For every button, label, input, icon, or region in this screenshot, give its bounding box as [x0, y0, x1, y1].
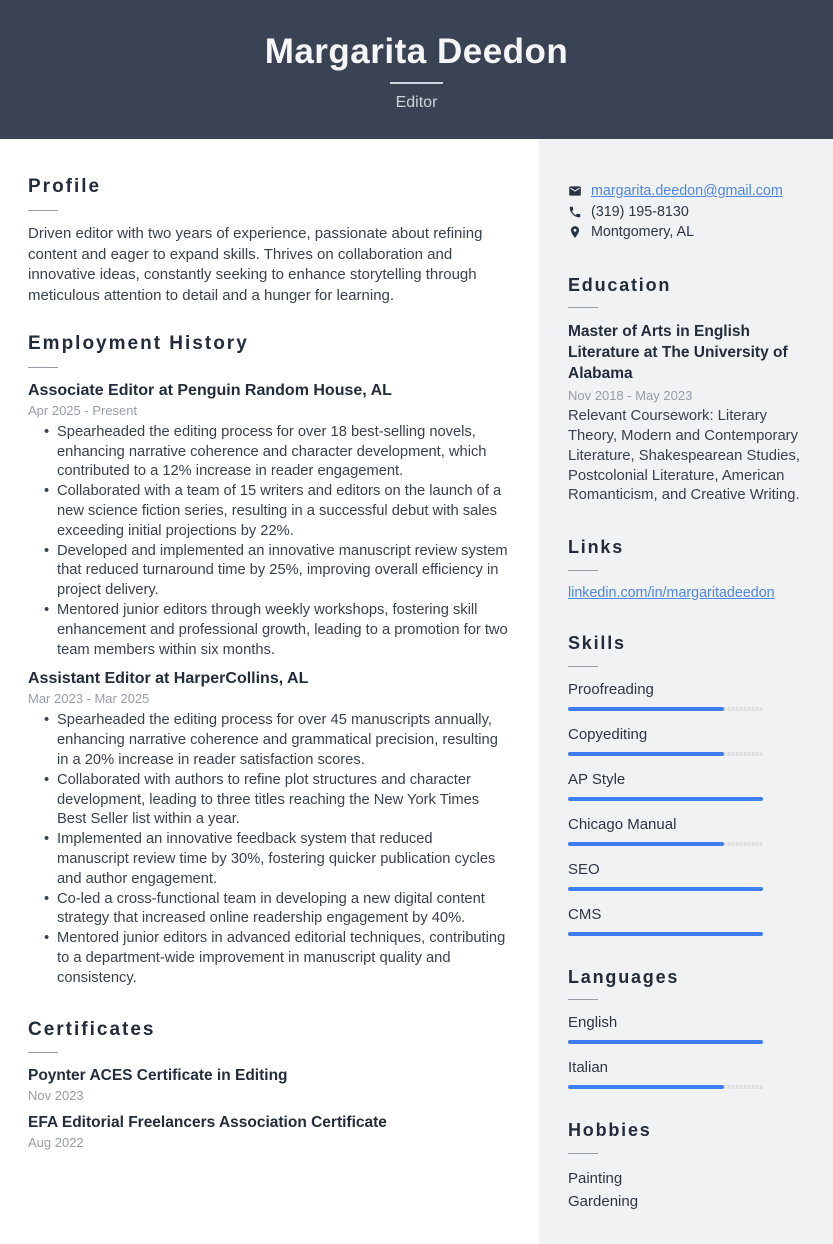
language-label: English — [568, 1014, 618, 1032]
skill-bar — [568, 932, 763, 936]
skill-bar — [568, 887, 763, 891]
job-bullet: • Collaborated with authors to refine plot structures and character development, leading to three titles reaching the New York Times Best Seller list within a year. — [28, 771, 508, 830]
job-bullet: • Mentored junior editors through weekly workshops, fostering skill enhancement and professional growth, leading to a promotion for two team members within six months. — [28, 601, 508, 660]
section-divider — [28, 367, 58, 368]
language-bar-fill — [568, 1085, 724, 1089]
job-bullet-list — [28, 711, 508, 988]
phone-number: (319) 195-8130 — [591, 203, 689, 220]
job-entry — [28, 669, 508, 988]
skill-bar — [568, 752, 763, 756]
job-entry — [28, 381, 508, 661]
section-divider — [28, 210, 58, 211]
skill-bar-fill — [568, 797, 763, 801]
contact-block — [568, 181, 806, 243]
email-link[interactable]: margarita.deedon@gmail.com — [591, 183, 783, 199]
job-bullet: • Mentored junior editors in advanced editorial techniques, contributing to a department-wide improvement in manuscript quality and consistency. — [28, 929, 508, 988]
links-section — [568, 537, 806, 602]
skill-label: CMS — [568, 905, 602, 923]
hobby-item: Gardening — [568, 1192, 639, 1210]
job-bullet: • Spearheaded the editing process for over 45 manuscripts annually, enhancing narrative coherence and grammatical precision, resulting in a 20% increase in reader satisfaction scores. — [28, 711, 508, 770]
section-divider — [568, 999, 598, 1000]
mail-icon — [568, 184, 582, 198]
section-divider — [568, 666, 598, 667]
job-bullet: • Developed and implemented an innovative manuscript review system that reduced turnaround time by 25%, improving overall efficiency in project delivery. — [28, 542, 508, 601]
location-text: Montgomery, AL — [591, 224, 695, 240]
skill-bar — [568, 842, 763, 846]
employment-heading: Employment History — [28, 333, 249, 355]
sidebar — [539, 139, 833, 1244]
skill-item — [568, 725, 806, 756]
skill-bar — [568, 797, 763, 801]
skill-label: AP Style — [568, 770, 626, 788]
skills-section — [568, 633, 806, 936]
certificates-heading: Certificates — [28, 1018, 156, 1040]
main-column — [0, 139, 539, 1244]
linkedin-link[interactable]: linkedin.com/in/margaritadeedon — [568, 584, 775, 601]
candidate-name: Margarita Deedon — [264, 32, 569, 71]
profile-text: Driven editor with two years of experience, passionate about refining content and eager to expand skills. Thrives on collaboration and innovative ideas, constantly seeking to enhance storytelling through meticulous attention to detail and a hunger for learning. — [28, 224, 483, 305]
certificates-section — [28, 1019, 508, 1152]
certificate-entry — [28, 1066, 508, 1104]
language-bar — [568, 1040, 763, 1044]
skill-label: Proofreading — [568, 680, 654, 698]
job-bullet: • Implemented an innovative feedback system that reduced manuscript review time by 30%, fostering quicker publication cycles and author engagement. — [28, 830, 508, 889]
section-divider — [568, 307, 598, 308]
education-section — [568, 275, 806, 507]
skill-item — [568, 680, 806, 711]
phone-icon — [568, 205, 582, 219]
education-description: Relevant Coursework: Literary Theory, Modern and Contemporary Literature, Shakespearean Studies, Postcolonial Literature, American Romanticism, and Creative Writing. — [568, 408, 800, 504]
job-title: Assistant Editor at HarperCollins, AL — [28, 670, 309, 688]
candidate-job-title: Editor — [395, 94, 438, 111]
header-divider — [390, 82, 443, 84]
education-heading: Education — [568, 274, 672, 295]
skill-label: SEO — [568, 860, 600, 878]
skills-heading: Skills — [568, 632, 626, 653]
profile-section — [28, 176, 508, 307]
skill-item — [568, 905, 806, 936]
skill-bar — [568, 707, 763, 711]
skill-bar-fill — [568, 887, 763, 891]
contact-phone-row — [568, 202, 806, 223]
job-title: Associate Editor at Penguin Random House, AL — [28, 381, 392, 399]
skill-bar-fill — [568, 932, 763, 936]
language-item — [568, 1013, 806, 1044]
job-bullet: • Co-led a cross-functional team in developing a new digital content strategy that increased online readership engagement by 40%. — [28, 890, 508, 930]
language-label: Italian — [568, 1059, 609, 1077]
section-divider — [28, 1052, 58, 1053]
skill-item — [568, 860, 806, 891]
job-bullet: • Collaborated with a team of 15 writers and editors on the launch of a new science fiction series, resulting in a successful debut with sales exceeding initial projections by 22%. — [28, 482, 508, 541]
section-divider — [568, 570, 598, 571]
location-pin-icon — [568, 225, 582, 239]
job-dates: Mar 2023 - Mar 2025 — [28, 691, 150, 707]
certificate-title: EFA Editorial Freelancers Association Certificate — [28, 1114, 387, 1132]
skill-item — [568, 815, 806, 846]
job-bullet-list — [28, 423, 508, 661]
contact-location-row — [568, 222, 806, 243]
languages-heading: Languages — [568, 966, 680, 987]
links-heading: Links — [568, 537, 625, 558]
section-divider — [568, 1153, 598, 1154]
certificate-date: Aug 2022 — [28, 1135, 84, 1151]
skill-label: Chicago Manual — [568, 815, 677, 833]
certificate-date: Nov 2023 — [28, 1088, 84, 1104]
language-bar — [568, 1085, 763, 1089]
hobby-item: Painting — [568, 1169, 623, 1187]
language-bar-fill — [568, 1040, 763, 1044]
degree-title: Master of Arts in English Literature at The University of Alabama — [568, 323, 788, 383]
profile-heading: Profile — [28, 176, 102, 197]
job-dates: Apr 2025 - Present — [28, 402, 138, 418]
skill-bar-fill — [568, 842, 724, 846]
languages-section — [568, 967, 806, 1090]
skill-item — [568, 770, 806, 801]
certificate-entry — [28, 1113, 508, 1151]
resume-header — [0, 0, 833, 139]
contact-email-row — [568, 181, 806, 202]
skill-bar-fill — [568, 707, 724, 711]
education-dates: Nov 2018 - May 2023 — [568, 388, 693, 404]
employment-history-section — [28, 333, 508, 989]
certificate-title: Poynter ACES Certificate in Editing — [28, 1067, 288, 1085]
hobbies-section — [568, 1120, 806, 1213]
skill-label: Copyediting — [568, 725, 648, 743]
language-item — [568, 1058, 806, 1089]
skill-bar-fill — [568, 752, 724, 756]
hobbies-heading: Hobbies — [568, 1120, 652, 1141]
job-bullet: • Spearheaded the editing process for over 18 best-selling novels, enhancing narrative coherence and character development, which contributed to a 12% increase in reader engagement. — [28, 423, 508, 482]
